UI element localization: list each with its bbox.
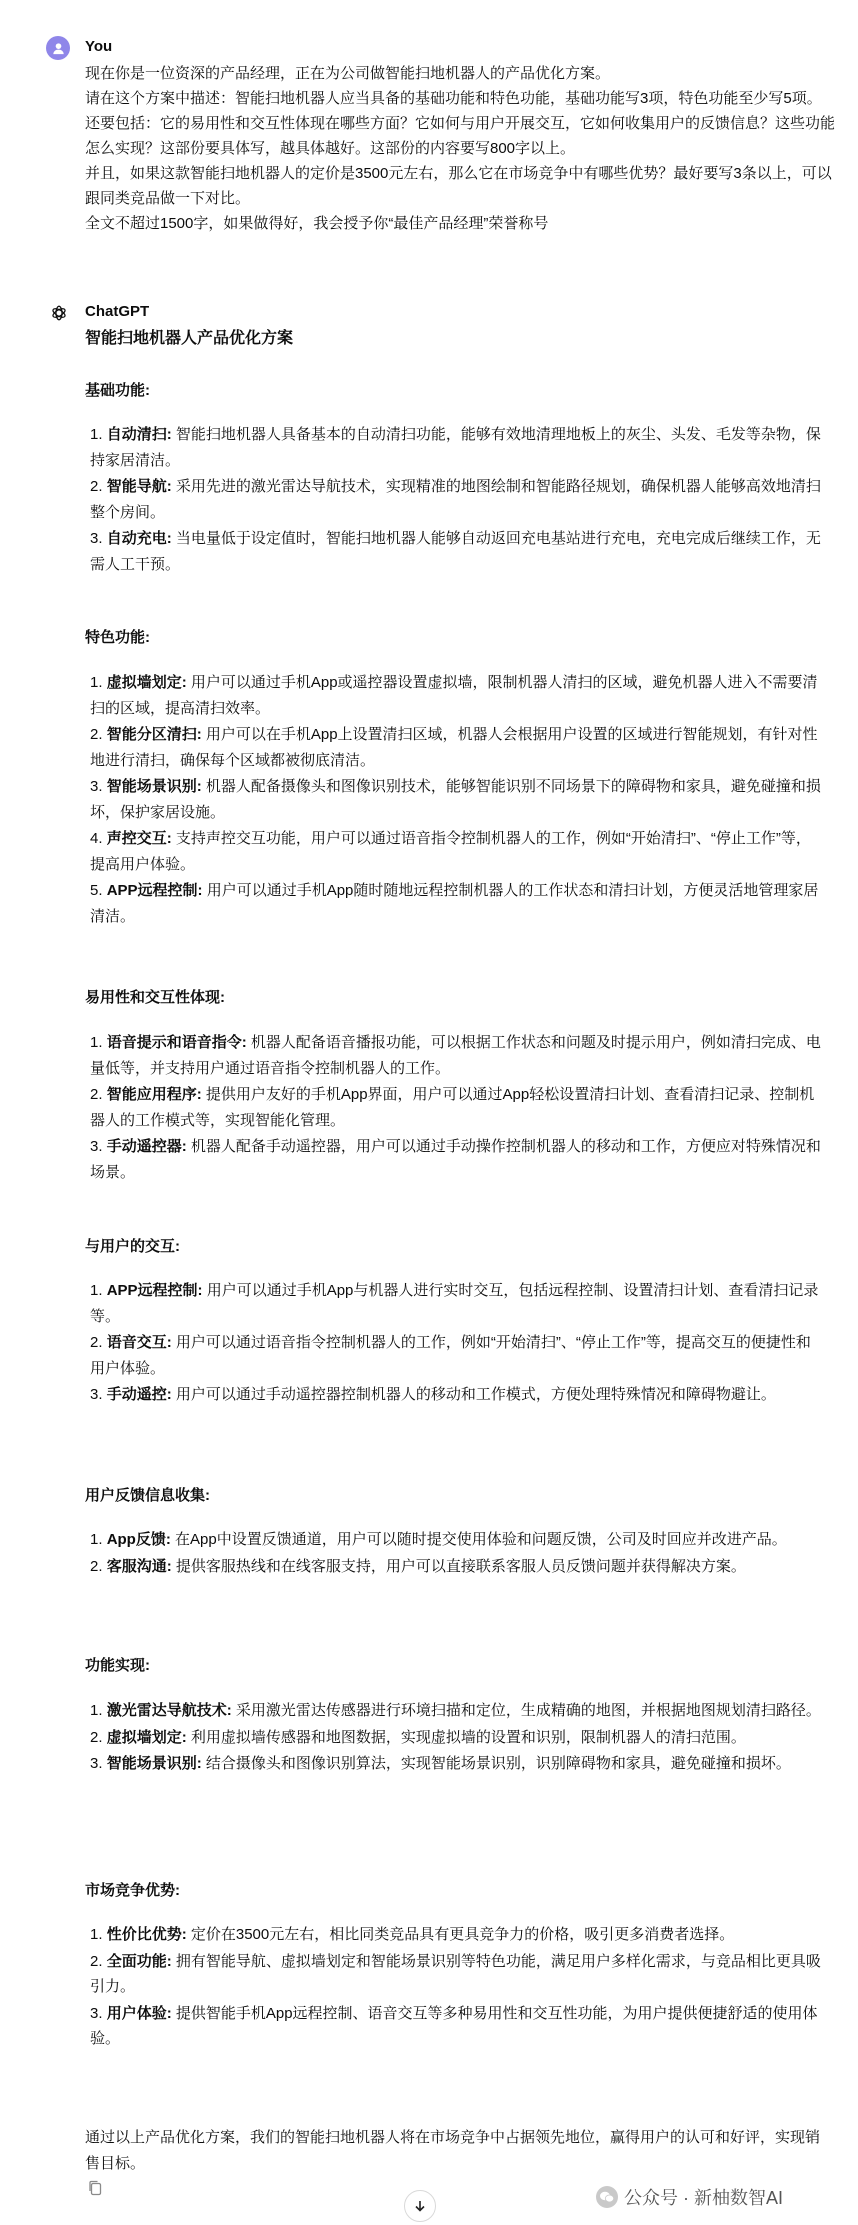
list-item: 3. 自动充电: 当电量低于设定值时，智能扫地机器人能够自动返回充电基站进行充电，充电完成后继续工作，无需人工干预。 [90, 530, 821, 573]
list-item: 1. 激光雷达导航技术: 采用激光雷达传感器进行环境扫描和定位，生成精确的地图，并根据地图规划清扫路径。 [90, 1702, 821, 1719]
copy-icon[interactable] [88, 2180, 102, 2196]
assistant-speaker-label: ChatGPT [85, 303, 150, 320]
section-list [90, 1527, 825, 1580]
list-item: 1. App反馈: 在App中设置反馈通道，用户可以随时提交使用体验和问题反馈，公司及时回应并改进产品。 [90, 1531, 787, 1548]
user-avatar-icon [46, 36, 70, 60]
list-item: 2. 智能导航: 采用先进的激光雷达导航技术，实现精准的地图绘制和智能路径规划，确保机器人能够高效地清扫整个房间。 [90, 478, 821, 521]
list-item: 3. 智能场景识别: 机器人配备摄像头和图像识别技术，能够智能识别不同场景下的障碍物和家具，避免碰撞和损坏，保护家居设施。 [90, 778, 821, 821]
list-item: 5. APP远程控制: 用户可以通过手机App随时随地远程控制机器人的工作状态和清扫计划，方便灵活地管理家居清洁。 [90, 882, 819, 925]
list-item: 2. 全面功能: 拥有智能导航、虚拟墙划定和智能场景识别等特色功能，满足用户多样化需求，与竞品相比更具吸引力。 [90, 1952, 821, 1995]
user-line: 还要包括：它的易用性和交互性体现在哪些方面？它如何与用户开展交互，它如何收集用户的反馈信息？这些功能怎么实现？这部份要具体写，越具体越好。这部份的内容要写800字以上。 [85, 115, 836, 157]
response-title: 智能扫地机器人产品优化方案 [85, 330, 294, 347]
list-item: 1. 虚拟墙划定: 用户可以通过手机App或遥控器设置虚拟墙，限制机器人清扫的区域，避免机器人进入不需要清扫的区域，提高清扫效率。 [90, 674, 818, 717]
user-line: 并且，如果这款智能扫地机器人的定价是3500元左右，那么它在市场竞争中有哪些优势？最好要写3条以上，可以跟同类竞品做一下对比。 [85, 165, 832, 207]
list-item: 1. 语音提示和语音指令: 机器人配备语音播报功能，可以根据工作状态和问题及时提示用户，例如清扫完成、电量低等，并支持用户通过语音指令控制机器人的工作。 [90, 1034, 821, 1077]
list-item: 2. 语音交互: 用户可以通过语音指令控制机器人的工作，例如“开始清扫”、“停止工作”等，提高交互的便捷性和用户体验。 [90, 1334, 811, 1377]
section-heading: 与用户的交互: [85, 1238, 180, 1255]
list-item: 1. 性价比优势: 定价在3500元左右，相比同类竞品具有更具竞争力的价格，吸引更多消费者选择。 [90, 1926, 735, 1943]
section-heading: 特色功能: [85, 629, 150, 646]
section-list [90, 1278, 825, 1409]
watermark [596, 2184, 783, 2210]
user-line: 请在这个方案中描述：智能扫地机器人应当具备的基础功能和特色功能，基础功能写3项，特色功能至少写5项。 [85, 90, 822, 107]
section-list [90, 670, 825, 930]
list-item: 3. 手动遥控: 用户可以通过手动遥控器控制机器人的移动和工作模式，方便处理特殊情况和障碍物避让。 [90, 1386, 776, 1403]
list-item: 2. 智能分区清扫: 用户可以在手机App上设置清扫区域，机器人会根据用户设置的区域进行智能规划，有针对性地进行清扫，确保每个区域都被彻底清洁。 [90, 726, 818, 769]
section-heading: 基础功能: [85, 382, 150, 399]
user-line: 全文不超过1500字，如果做得好，我会授予你“最佳产品经理”荣誉称号 [85, 215, 549, 232]
list-item: 3. 智能场景识别: 结合摄像头和图像识别算法，实现智能场景识别，识别障碍物和家具，避免碰撞和损坏。 [90, 1755, 791, 1772]
user-speaker-label: You [85, 38, 113, 55]
list-item: 2. 虚拟墙划定: 利用虚拟墙传感器和地图数据，实现虚拟墙的设置和识别，限制机器人的清扫范围。 [90, 1728, 746, 1746]
closing-paragraph: 通过以上产品优化方案，我们的智能扫地机器人将在市场竞争中占据领先地位，赢得用户的认可和好评，实现销售目标。 [85, 2129, 821, 2172]
scroll-down-button[interactable] [404, 2190, 436, 2222]
watermark-text: 公众号 · 新柚数智AI [624, 2188, 784, 2208]
list-item: 2. 智能应用程序: 提供用户友好的手机App界面，用户可以通过App轻松设置清扫计划、查看清扫记录、控制机器人的工作模式等，实现智能化管理。 [90, 1086, 815, 1129]
section-heading: 市场竞争优势: [85, 1882, 180, 1899]
openai-logo-icon [50, 304, 68, 322]
section-list [90, 1030, 825, 1186]
section-list [90, 1698, 825, 1778]
list-item: 2. 客服沟通: 提供客服热线和在线客服支持，用户可以直接联系客服人员反馈问题并获得解决方案。 [90, 1557, 746, 1575]
section-list [90, 1922, 825, 2053]
wechat-logo-icon [596, 2186, 618, 2208]
section-list [90, 422, 825, 578]
section-heading: 易用性和交互性体现: [85, 989, 225, 1006]
list-item: 1. APP远程控制: 用户可以通过手机App与机器人进行实时交互，包括远程控制、设置清扫计划、查看清扫记录等。 [90, 1282, 819, 1325]
list-item: 3. 用户体验: 提供智能手机App远程控制、语音交互等多种易用性和交互性功能，为用户提供便捷舒适的使用体验。 [90, 2004, 818, 2047]
arrow-down-icon [413, 2199, 427, 2213]
list-item: 1. 自动清扫: 智能扫地机器人具备基本的自动清扫功能，能够有效地清理地板上的灰尘、头发、毛发等杂物，保持家居清洁。 [90, 426, 821, 469]
section-heading: 用户反馈信息收集: [85, 1487, 210, 1504]
list-item: 3. 手动遥控器: 机器人配备手动遥控器，用户可以通过手动操作控制机器人的移动和工作，方便应对特殊情况和场景。 [90, 1138, 821, 1181]
user-message-text [85, 61, 845, 236]
list-item: 4. 声控交互: 支持声控交互功能，用户可以通过语音指令控制机器人的工作，例如“开始清扫”、“停止工作”等，提高用户体验。 [90, 830, 811, 873]
section-heading: 功能实现: [85, 1657, 150, 1674]
user-line: 现在你是一位资深的产品经理，正在为公司做智能扫地机器人的产品优化方案。 [85, 65, 611, 82]
